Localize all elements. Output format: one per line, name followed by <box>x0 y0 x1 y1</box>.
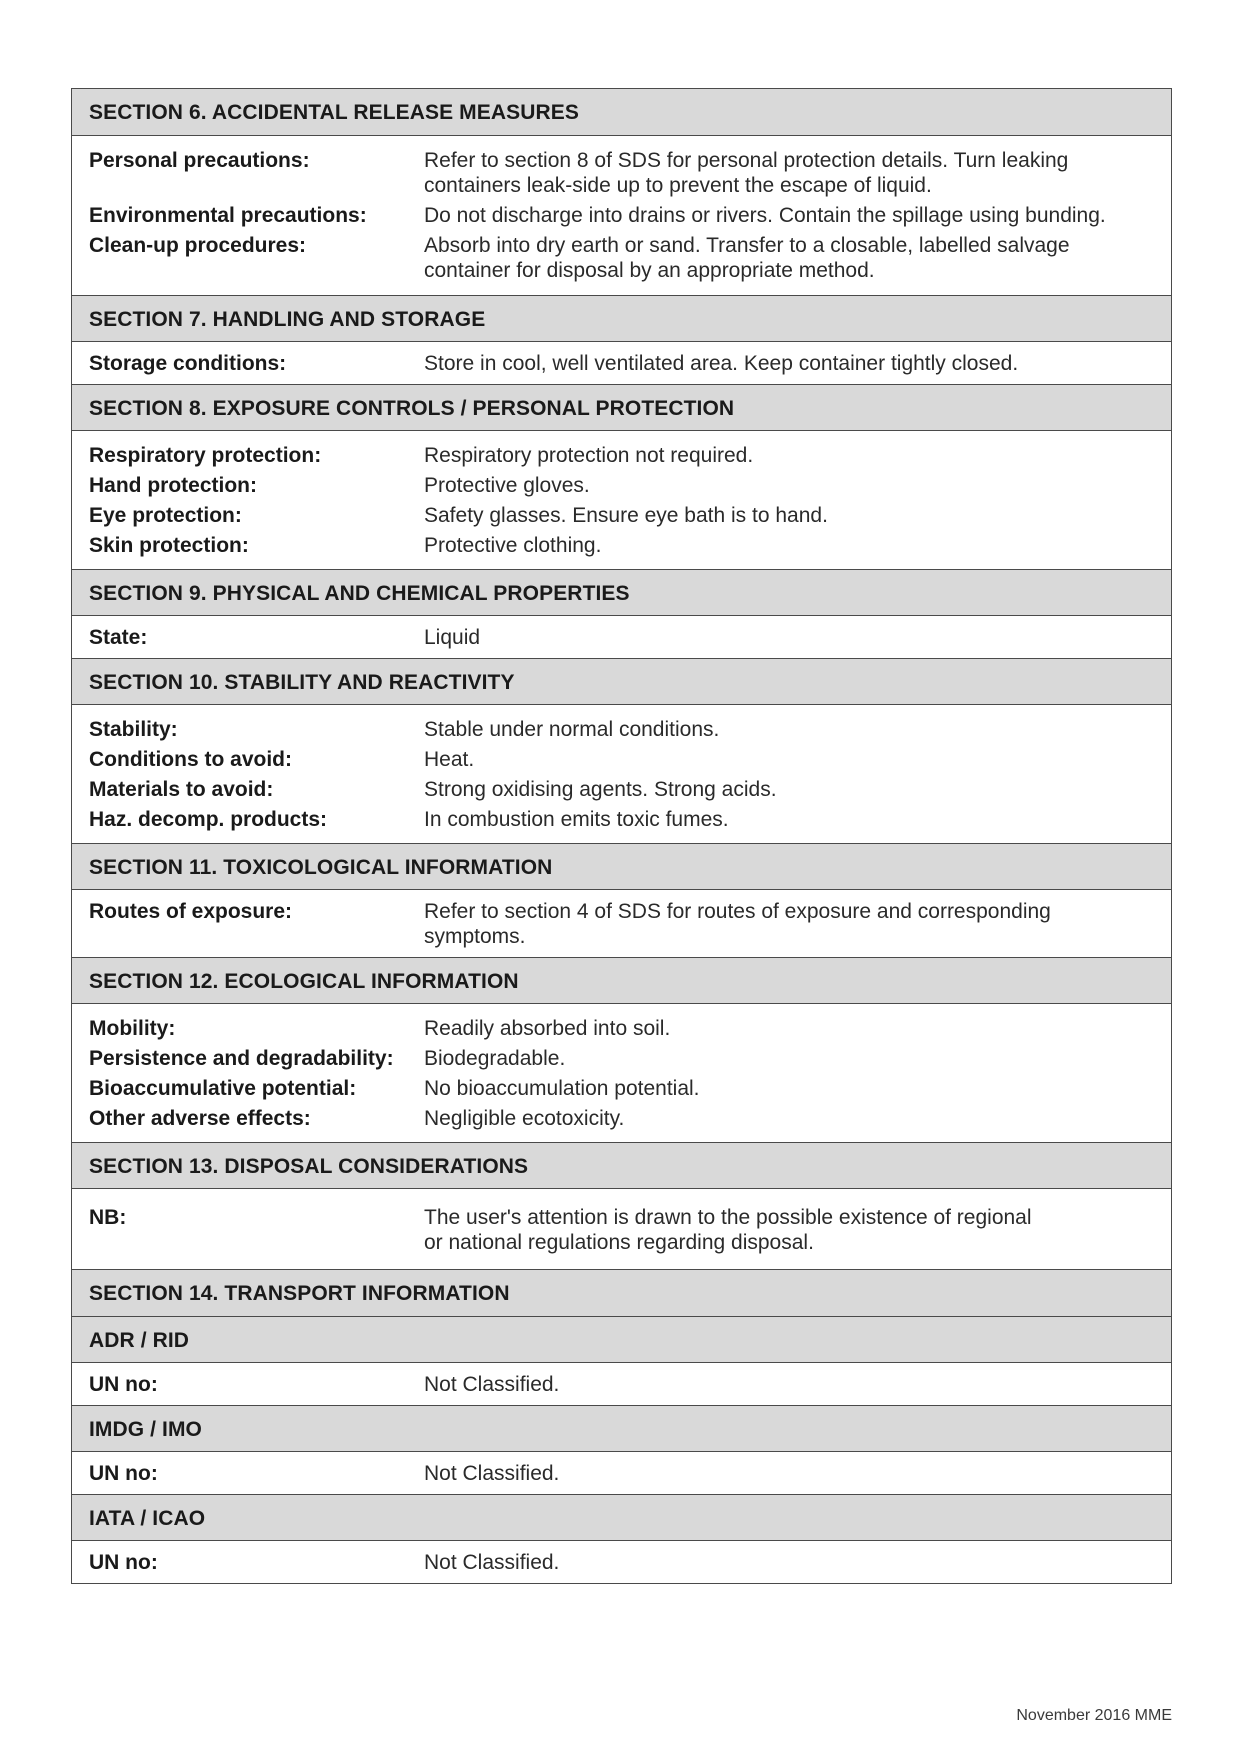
field-value: In combustion emits toxic fumes. <box>424 808 729 831</box>
field-row <box>89 533 1154 558</box>
field-label: Hand protection: <box>89 474 257 497</box>
field-value: Do not discharge into drains or rivers. Contain the spillage using bunding. <box>424 204 1106 227</box>
field-label: UN no: <box>89 1462 158 1485</box>
field-row <box>89 1016 1154 1041</box>
field-value: Protective gloves. <box>424 474 590 497</box>
field-label: Other adverse effects: <box>89 1107 311 1130</box>
field-label: Materials to avoid: <box>89 778 274 801</box>
section-body <box>72 890 1171 957</box>
field-value: Not Classified. <box>424 1373 560 1396</box>
field-label: UN no: <box>89 1551 158 1574</box>
section-body <box>72 136 1171 295</box>
field-label: State: <box>89 626 148 649</box>
section-header: SECTION 7. HANDLING AND STORAGE <box>72 295 1171 342</box>
field-label: Skin protection: <box>89 534 249 557</box>
field-value: Not Classified. <box>424 1462 560 1485</box>
field-row <box>89 1076 1154 1101</box>
field-row <box>89 1372 1154 1397</box>
field-value: Safety glasses. Ensure eye bath is to hand. <box>424 504 828 527</box>
field-row <box>89 747 1154 772</box>
section-header: SECTION 13. DISPOSAL CONSIDERATIONS <box>72 1142 1171 1189</box>
field-label: Clean-up procedures: <box>89 234 307 257</box>
section-header: SECTION 10. STABILITY AND REACTIVITY <box>72 658 1171 705</box>
field-label: Storage conditions: <box>89 352 287 375</box>
field-label: Haz. decomp. products: <box>89 808 328 831</box>
section-header: SECTION 6. ACCIDENTAL RELEASE MEASURES <box>72 89 1171 136</box>
section-header: SECTION 8. EXPOSURE CONTROLS / PERSONAL PROTECTION <box>72 384 1171 431</box>
field-row <box>89 1106 1154 1131</box>
field-row <box>89 1461 1154 1486</box>
field-row <box>89 233 1154 283</box>
section-header: SECTION 14. TRANSPORT INFORMATION <box>72 1269 1171 1316</box>
field-row <box>89 1550 1154 1575</box>
field-value: Strong oxidising agents. Strong acids. <box>424 778 777 801</box>
field-row <box>89 717 1154 742</box>
section-body <box>72 616 1171 658</box>
field-value: Readily absorbed into soil. <box>424 1017 671 1040</box>
section-body <box>72 1004 1171 1142</box>
section-body <box>72 705 1171 843</box>
field-label: Environmental precautions: <box>89 204 367 227</box>
field-label: Conditions to avoid: <box>89 748 292 771</box>
field-label: NB: <box>89 1206 127 1229</box>
field-row <box>89 443 1154 468</box>
field-label: Stability: <box>89 718 178 741</box>
field-row <box>89 473 1154 498</box>
section-header: SECTION 11. TOXICOLOGICAL INFORMATION <box>72 843 1171 890</box>
field-value: Heat. <box>424 748 475 771</box>
field-value: Refer to section 4 of SDS for routes of exposure and corresponding symptoms. <box>424 900 1051 948</box>
field-value: Liquid <box>424 626 481 649</box>
field-row <box>89 503 1154 528</box>
section-body <box>72 342 1171 384</box>
section-header: SECTION 9. PHYSICAL AND CHEMICAL PROPERTIES <box>72 569 1171 616</box>
sds-table <box>71 88 1172 1584</box>
section-header: ADR / RID <box>72 1316 1171 1363</box>
field-value: No bioaccumulation potential. <box>424 1077 700 1100</box>
field-value: Refer to section 8 of SDS for personal protection details. Turn leaking containers leak-side up to prevent the escape of liquid. <box>424 149 1069 197</box>
field-value: Absorb into dry earth or sand. Transfer to a closable, labelled salvage container for disposal by an appropriate method. <box>424 234 1070 282</box>
field-row <box>89 351 1154 376</box>
section-body <box>72 431 1171 569</box>
field-value: Not Classified. <box>424 1551 560 1574</box>
field-value: Store in cool, well ventilated area. Keep container tightly closed. <box>424 352 1019 375</box>
field-label: UN no: <box>89 1373 158 1396</box>
field-label: Eye protection: <box>89 504 242 527</box>
field-label: Bioaccumulative potential: <box>89 1077 357 1100</box>
field-row <box>89 1205 1154 1255</box>
field-row <box>89 203 1154 228</box>
section-body <box>72 1189 1171 1269</box>
field-value: The user's attention is drawn to the possible existence of regional or national regulations regarding disposal. <box>424 1206 1032 1254</box>
field-row <box>89 899 1154 949</box>
field-row <box>89 625 1154 650</box>
field-value: Negligible ecotoxicity. <box>424 1107 625 1130</box>
field-label: Respiratory protection: <box>89 444 322 467</box>
field-label: Persistence and degradability: <box>89 1047 394 1070</box>
field-label: Personal precautions: <box>89 149 310 172</box>
section-body <box>72 1452 1171 1494</box>
section-body <box>72 1363 1171 1405</box>
field-label: Routes of exposure: <box>89 900 293 923</box>
section-header: IATA / ICAO <box>72 1494 1171 1541</box>
section-header: IMDG / IMO <box>72 1405 1171 1452</box>
field-value: Stable under normal conditions. <box>424 718 720 741</box>
field-value: Respiratory protection not required. <box>424 444 754 467</box>
field-label: Mobility: <box>89 1017 176 1040</box>
section-header: SECTION 12. ECOLOGICAL INFORMATION <box>72 957 1171 1004</box>
field-value: Protective clothing. <box>424 534 602 557</box>
field-value: Biodegradable. <box>424 1047 566 1070</box>
field-row <box>89 807 1154 832</box>
field-row <box>89 777 1154 802</box>
document-footer: November 2016 MME <box>1016 1707 1172 1724</box>
field-row <box>89 1046 1154 1071</box>
section-body <box>72 1541 1171 1583</box>
field-row <box>89 148 1154 198</box>
